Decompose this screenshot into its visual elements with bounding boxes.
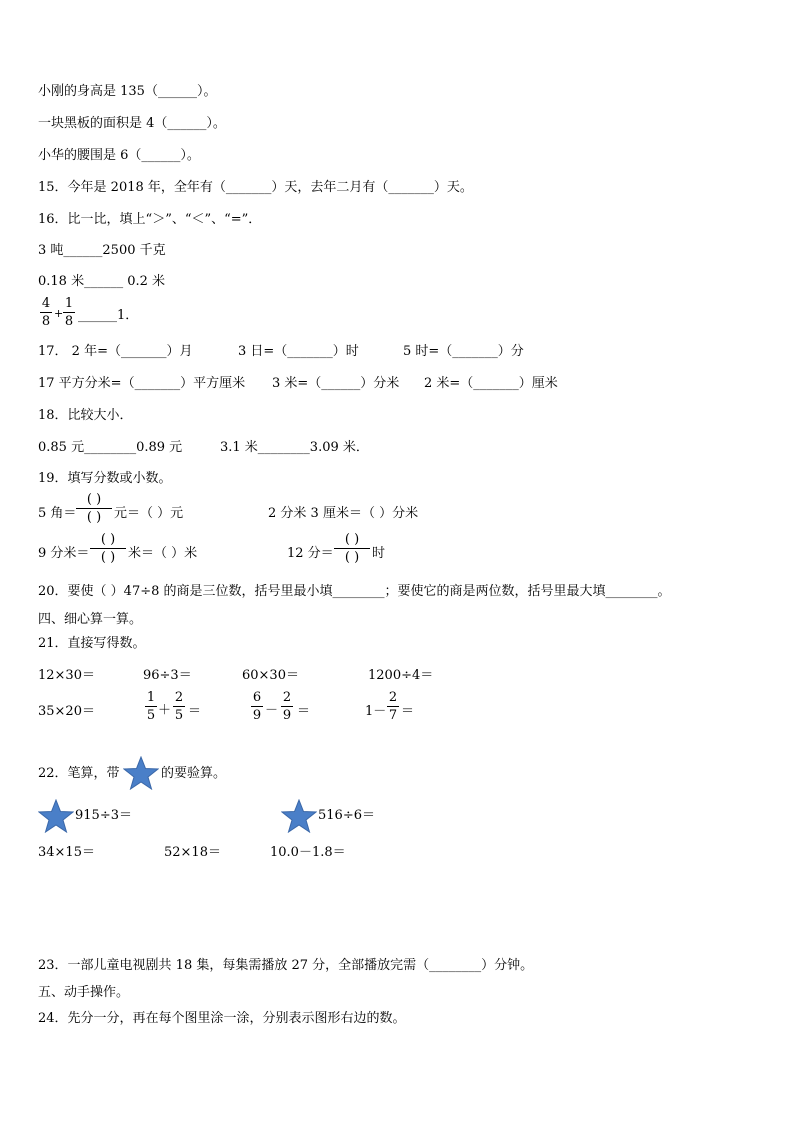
question-21: 21．直接写得数。 <box>38 636 146 651</box>
fraction-6-9 <box>251 690 263 723</box>
question-22-suffix: 的要验算。 <box>161 766 227 781</box>
calc-1200div4: 1200÷4＝ <box>368 668 434 683</box>
question-17-f: 2 米=（_______）厘米 <box>424 376 558 391</box>
numerator-blank[interactable]: ( ) <box>86 492 102 507</box>
blank-fraction[interactable] <box>90 532 126 565</box>
denominator-blank[interactable]: ( ) <box>100 550 116 565</box>
section-5-title: 五、动手操作。 <box>38 985 130 1000</box>
plus-sign: + <box>54 307 64 320</box>
question-19-b: 2 分米 3 厘米＝（ ）分米 <box>268 506 419 521</box>
line-waist-question: 小华的腰围是 6（______）。 <box>38 148 200 163</box>
star-icon <box>38 799 74 833</box>
section-4-title: 四、细心算一算。 <box>38 612 143 627</box>
question-17-a: 17． 2 年=（_______）月 <box>38 344 193 359</box>
calc-1-minus-prefix: 1－ <box>365 704 387 719</box>
plus-sign: ＋ <box>158 703 172 718</box>
fraction-1-8 <box>63 296 75 329</box>
question-17-d: 17 平方分米=（_______）平方厘米 <box>38 376 246 391</box>
calc-60x30: 60×30＝ <box>242 668 299 683</box>
fraction-4-8 <box>40 296 52 329</box>
denominator-blank[interactable]: ( ) <box>86 510 102 525</box>
calc-12x30: 12×30＝ <box>38 668 95 683</box>
question-20: 20．要使（ ）47÷8 的商是三位数，括号里最小填________；要使它的商是两位数，括号里最大填________。 <box>38 584 671 599</box>
numerator: 6 <box>252 690 262 705</box>
question-19-c-suffix: 米＝（ ）米 <box>128 546 198 561</box>
fraction-bar <box>40 312 52 313</box>
question-17-c: 5 时=（_______）分 <box>403 344 524 359</box>
denominator: 9 <box>282 708 292 723</box>
numerator: 4 <box>41 296 51 311</box>
fraction-2-5 <box>173 690 185 723</box>
minus-sign: － <box>265 703 279 718</box>
fraction-bar <box>76 508 112 509</box>
question-16-a: 3 吨______2500 千克 <box>38 243 166 258</box>
question-18-b: 3.1 米________3.09 米． <box>220 440 369 455</box>
calc-96div3: 96÷3＝ <box>143 668 192 683</box>
star-icon <box>123 756 159 790</box>
question-16-b: 0.18 米______ 0.2 米 <box>38 274 166 289</box>
fraction-bar <box>334 548 370 549</box>
denominator-blank[interactable]: ( ) <box>344 550 360 565</box>
fraction-bar <box>387 706 399 707</box>
denominator: 5 <box>174 708 184 723</box>
equals-sign: ＝ <box>297 704 311 719</box>
fraction-bar <box>281 706 293 707</box>
numerator: 2 <box>388 690 398 705</box>
question-19: 19．填写分数或小数。 <box>38 471 172 486</box>
fraction-bar <box>173 706 185 707</box>
line-height-question: 小刚的身高是 135（______）。 <box>38 84 217 99</box>
fraction-bar <box>63 312 75 313</box>
numerator-blank[interactable]: ( ) <box>344 532 360 547</box>
denominator: 9 <box>252 708 262 723</box>
denominator: 5 <box>146 708 156 723</box>
calc-915div3: 915÷3＝ <box>75 808 132 823</box>
question-17-e: 3 米=（______）分米 <box>272 376 400 391</box>
equals-sign: ＝ <box>401 704 415 719</box>
question-23: 23．一部儿童电视剧共 18 集，每集需播放 27 分，全部播放完需（________）分钟。 <box>38 958 534 973</box>
numerator: 1 <box>64 296 74 311</box>
question-18-a: 0.85 元________0.89 元 <box>38 440 183 455</box>
fraction-bar <box>145 706 157 707</box>
question-16-c-tail: ______1． <box>78 308 139 323</box>
calc-516div6: 516÷6＝ <box>318 808 375 823</box>
blank-fraction[interactable] <box>334 532 370 565</box>
question-19-d-prefix: 12 分＝ <box>287 546 334 561</box>
denominator: 8 <box>41 314 51 329</box>
denominator: 7 <box>388 708 398 723</box>
star-icon <box>281 799 317 833</box>
numerator: 2 <box>174 690 184 705</box>
fraction-2-7 <box>387 690 399 723</box>
fraction-2-9 <box>281 690 293 723</box>
calc-52x18: 52×18＝ <box>164 845 221 860</box>
numerator-blank[interactable]: ( ) <box>100 532 116 547</box>
fraction-bar <box>90 548 126 549</box>
question-15: 15．今年是 2018 年，全年有（_______）天，去年二月有（_______）天。 <box>38 180 473 195</box>
calc-34x15: 34×15＝ <box>38 845 95 860</box>
fraction-bar <box>251 706 263 707</box>
numerator: 1 <box>146 690 156 705</box>
question-18: 18．比较大小． <box>38 408 133 423</box>
question-19-d-suffix: 时 <box>372 546 386 561</box>
line-area-question: 一块黑板的面积是 4（______）。 <box>38 116 226 131</box>
denominator: 8 <box>64 314 74 329</box>
question-16: 16．比一比，填上“＞”、“＜”、“=”． <box>38 212 262 227</box>
question-22-prefix: 22．笔算，带 <box>38 766 120 781</box>
question-17-b: 3 日=（_______）时 <box>238 344 359 359</box>
equals-sign: ＝ <box>188 704 202 719</box>
fraction-1-5 <box>145 690 157 723</box>
calc-35x20: 35×20＝ <box>38 704 95 719</box>
numerator: 2 <box>282 690 292 705</box>
question-19-a-prefix: 5 角＝ <box>38 506 77 521</box>
question-19-c-prefix: 9 分米＝ <box>38 546 90 561</box>
question-24: 24．先分一分，再在每个图里涂一涂，分别表示图形右边的数。 <box>38 1011 406 1026</box>
question-19-a-suffix: 元＝（ ）元 <box>114 506 184 521</box>
calc-10-minus-1-8: 10.0－1.8＝ <box>270 845 346 860</box>
blank-fraction[interactable] <box>76 492 112 525</box>
